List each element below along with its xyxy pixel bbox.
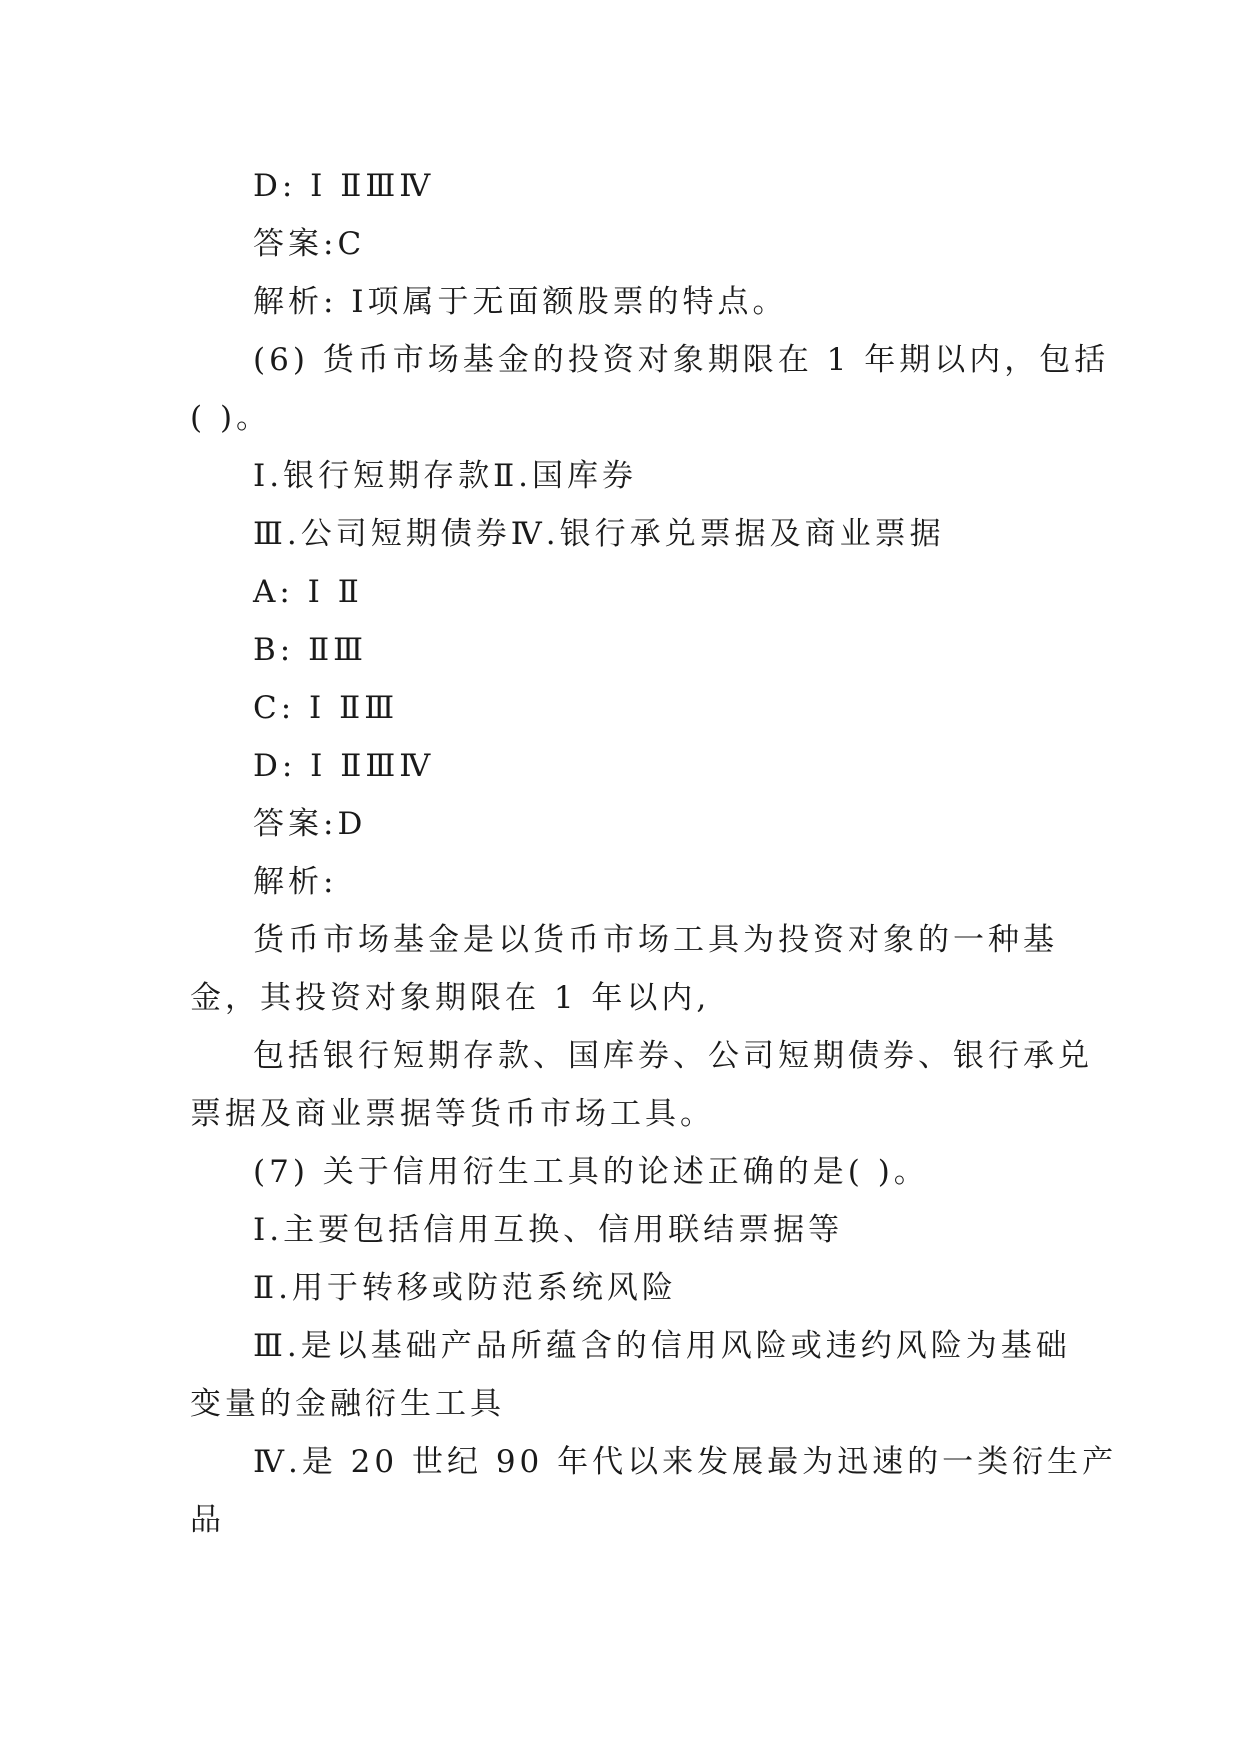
- q6-explanation-p2-line2: 票据及商业票据等货币市场工具。: [190, 1096, 715, 1132]
- q7-item-1: Ⅰ.主要包括信用互换、信用联结票据等: [253, 1212, 844, 1248]
- q6-explanation-p2-line1: 包括银行短期存款、国库券、公司短期债券、银行承兑: [253, 1038, 1093, 1074]
- q6-explanation-p1-line2: 金，其投资对象期限在 1 年以内,: [190, 980, 711, 1016]
- q6-stem-line1: (6) 货币市场基金的投资对象期限在 1 年期以内，包括: [253, 342, 1110, 378]
- q6-option-a: A: Ⅰ Ⅱ: [253, 574, 363, 610]
- q6-option-b: B: ⅡⅢ: [253, 632, 368, 668]
- q6-answer: 答案:D: [253, 806, 367, 842]
- q6-items-3-4: Ⅲ.公司短期债券Ⅳ.银行承兑票据及商业票据: [253, 516, 945, 552]
- q6-explanation-label: 解析:: [253, 864, 338, 900]
- q5-answer: 答案:C: [253, 226, 366, 262]
- q7-stem: (7) 关于信用衍生工具的论述正确的是( )。: [253, 1154, 929, 1190]
- q7-item-2: Ⅱ.用于转移或防范系统风险: [253, 1270, 677, 1306]
- q7-item-4-line1: Ⅳ.是 20 世纪 90 年代以来发展最为迅速的一类衍生产: [253, 1444, 1118, 1480]
- q6-stem-line2: ( )。: [190, 400, 272, 436]
- q7-item-3-line2: 变量的金融衍生工具: [190, 1386, 505, 1422]
- q7-item-3-line1: Ⅲ.是以基础产品所蕴含的信用风险或违约风险为基础: [253, 1328, 1071, 1364]
- q5-option-d: D: Ⅰ ⅡⅢⅣ: [253, 168, 435, 204]
- q7-item-4-line2: 品: [190, 1502, 225, 1538]
- q6-option-c: C: Ⅰ ⅡⅢ: [253, 690, 399, 726]
- q6-explanation-p1-line1: 货币市场基金是以货币市场工具为投资对象的一种基: [253, 922, 1058, 958]
- q6-option-d: D: Ⅰ ⅡⅢⅣ: [253, 748, 435, 784]
- q5-explanation: 解析: Ⅰ项属于无面额股票的特点。: [253, 284, 788, 320]
- q6-items-1-2: Ⅰ.银行短期存款Ⅱ.国库券: [253, 458, 638, 494]
